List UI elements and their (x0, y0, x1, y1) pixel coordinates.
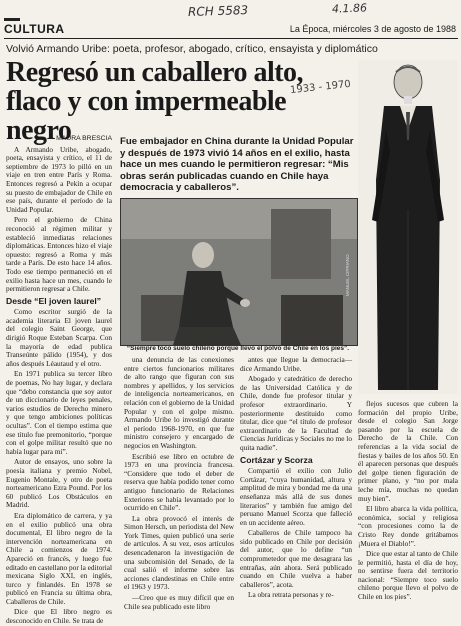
paragraph: Como escritor surgió de la academia literaria El joven laurel del colegio Saint George, que dirigió Roque Esteban Scarpa. Con la mayoría de edad publica Transeúnte pálido (1954), y dos años después Léautaud y el otro. (6, 307, 112, 368)
paragraph: A Armando Uribe, abogado, poeta, ensayista y crítico, el 11 de septiembre de 1973 lo pilló en un viaje en tren entre París y Roma. Entonces regresó a Pekín a ocupar su puesto de embajador de Chile en ese país, durante el período de la Unidad Popular. (6, 144, 112, 214)
byline: MAURA BRESCIA (56, 135, 112, 142)
photo-caption: “Siempre toco suelo chileno porque llevo el polvo de Chile en los pies”. (126, 345, 350, 352)
paragraph: Era diplomático de carrera, y ya en el exilio publicó una obra documental, El libro negro de la intervención norteamericana en Chile a comienzos de 1974. Apareció en francés, y luego fue editado en castellano por la editorial mexicana Siglo XXI, en inglés, turco y finlandés. En 1978 se publicó en Francia su última obra, Caballeros de Chile. (6, 510, 112, 606)
paragraph: Compartió el exilio con Julio Cortázar, “cuya humanidad, altura y amplitud de mira y bondad me da una enseñanza más allá de sus dones literarios” y también fue amigo del peruano Manuel Scorza que falleció en un accidente aéreo. (240, 466, 352, 527)
paragraph: Escribió ese libro en octubre de 1973 en una provincia francesa. “Considere que todo el deber de reserva que había podido tener como antiguo funcionario de Relaciones Exteriores se había levantado por lo ocurrido en Chile”. (124, 451, 234, 513)
subhead: Cortázar y Scorza (240, 454, 313, 465)
publication-line: La Época, miércoles 3 de agosto de 1988 (289, 24, 456, 34)
portrait-photo (358, 60, 458, 394)
article-column-3 (240, 355, 352, 600)
paragraph: antes que llegue la democracia— dice Armando Uribe. (240, 355, 352, 373)
seated-man-photo-icon (121, 199, 357, 345)
paragraph: La obra retrata personas y re- (248, 590, 334, 600)
paragraph: Caballeros de Chile tampoco ha sido publicado en Chile por decisión del autor, que lo define “un comprometedor que me desagrara las entrañas, aún ahora. Será publicado cuando en Chile vuelva a haber caballeros”, acota. (240, 528, 352, 589)
dek: Fue embajador en China durante la Unidad Popular y después de 1973 vivió 14 años en el exilio, hasta hace un mes cuando le permitieron regresar: “Mis obras serán publicadas cuando en Chile haya democracia y caballeros”. (120, 136, 354, 193)
headline: Regresó un caballero alto, flaco y con impermeable negro (6, 57, 304, 146)
paragraph: Abogado y catedrático de derecho de las Universidad Católica y de Chile, donde fue profesor titular y profesor extraordinario. Y posteriormente destituido como titular, dice que “el título de profesor extraordinario de la Facultad de Ciencias Jurídicas y Sociales no me lo quita nadie”. (240, 374, 352, 452)
article-column-1 (6, 135, 112, 626)
photo-credit: MANUEL CIPRIANO (345, 254, 350, 296)
paragraph: Pero el gobierno de China reconoció al régimen militar y estableció inmediatas relaciones diplomáticas. Entonces hizo el viaje opuesto: regresó a Roma y más tarde a París. De esto hace 14 años. Todo ese tiempo permaneció en el exilio hasta hace un mes, cuando le permitieron regresar a Chile. (6, 215, 112, 294)
paragraph: una denuncia de las conexiones entre ciertos funcionarios militares de alto rango que figuran con sus nombres y apellidos, y los servicios de inteligencia norteamericanos, en relación con el gobierno de la Unidad Popular y con el golpe mismo. Armando Uribe lo investigó durante el período 1968-1970, en que fue ministro consejero y encargado de negocios en Washington. (124, 355, 234, 450)
article-column-2 (124, 355, 234, 611)
paragraph: La obra provocó el interés de Simon Hersch, un periodista del New York Times, quien publicó una serie de artículos. A su vez, esos artículos desencadenaron la investigación de una subcomisión del Senado, de la cual salió el informe sobre las acciones clandestinas en Chile entre el 1963 y 1973. (124, 513, 234, 592)
paragraph: flejos sucesos que cubren la formación del propio Uribe, desde el colegio San Jorge pasando por la escuela de Derecho de la Chile. Con referencias a la vida social de fiestas y bailes de los años 50. En él aparecen personas que después del golpe tienen figuración de primer plano, y “no por mala leche mía, muchas no quedan muy bien”. (358, 399, 458, 503)
paragraph: Autor de ensayos, uno sobre la poesía italiana y premio Nobel, Eugenio Montale, y otro de poeta norteamericano Ezra Pound. Por los 60 publicó Los Obstáculos en Madrid. (6, 457, 112, 510)
paragraph: Dice que estar al tanto de Chile le permitió, hasta el día de hoy, no sentirse fuera del territorio nacional: “Siempre toco suelo chileno porque llevo el polvo de Chile en los pies”. (358, 549, 458, 602)
subhead: Desde “El joven laurel” (6, 295, 102, 306)
portrait-figure-icon (358, 60, 458, 394)
paragraph: —Creo que es muy difícil que en Chile sea publicado este libro (124, 593, 234, 611)
handwritten-archive-code: RCH 5583 (187, 2, 249, 20)
handwritten-years: 1933 - 1970 (289, 78, 352, 97)
kicker: Volvió Armando Uribe: poeta, profesor, abogado, crítico, ensayista y diplomático (6, 43, 378, 55)
section-name: CULTURA (4, 22, 65, 36)
main-photo (120, 198, 358, 346)
article-column-4 (358, 399, 458, 602)
handwritten-date: 4.1.86 (331, 1, 368, 16)
paragraph: En 1971 publica su tercer libro de poemas, No hay lugar, y declara que “debo constancia que soy autor de un diccionario de leyes penales, varios estudios de Derecho minero y que tengo ambiciones políticas ocultas”. Con el tiempo estima que ese título fue premonitorio, “porque con el golpe militar resultó que no había lugar para mí”. (6, 369, 112, 456)
paragraph: Dice que El libro negro es desconocido en Chile. Se trata de (6, 607, 112, 626)
paragraph: El libro abarca la vida política, económica, social y religiosa “con procesiones como la de Cristo Rey donde gritábamos ¡Muera el Diablo!”. (358, 504, 458, 548)
section-bar (4, 18, 20, 21)
page-header (4, 20, 458, 39)
